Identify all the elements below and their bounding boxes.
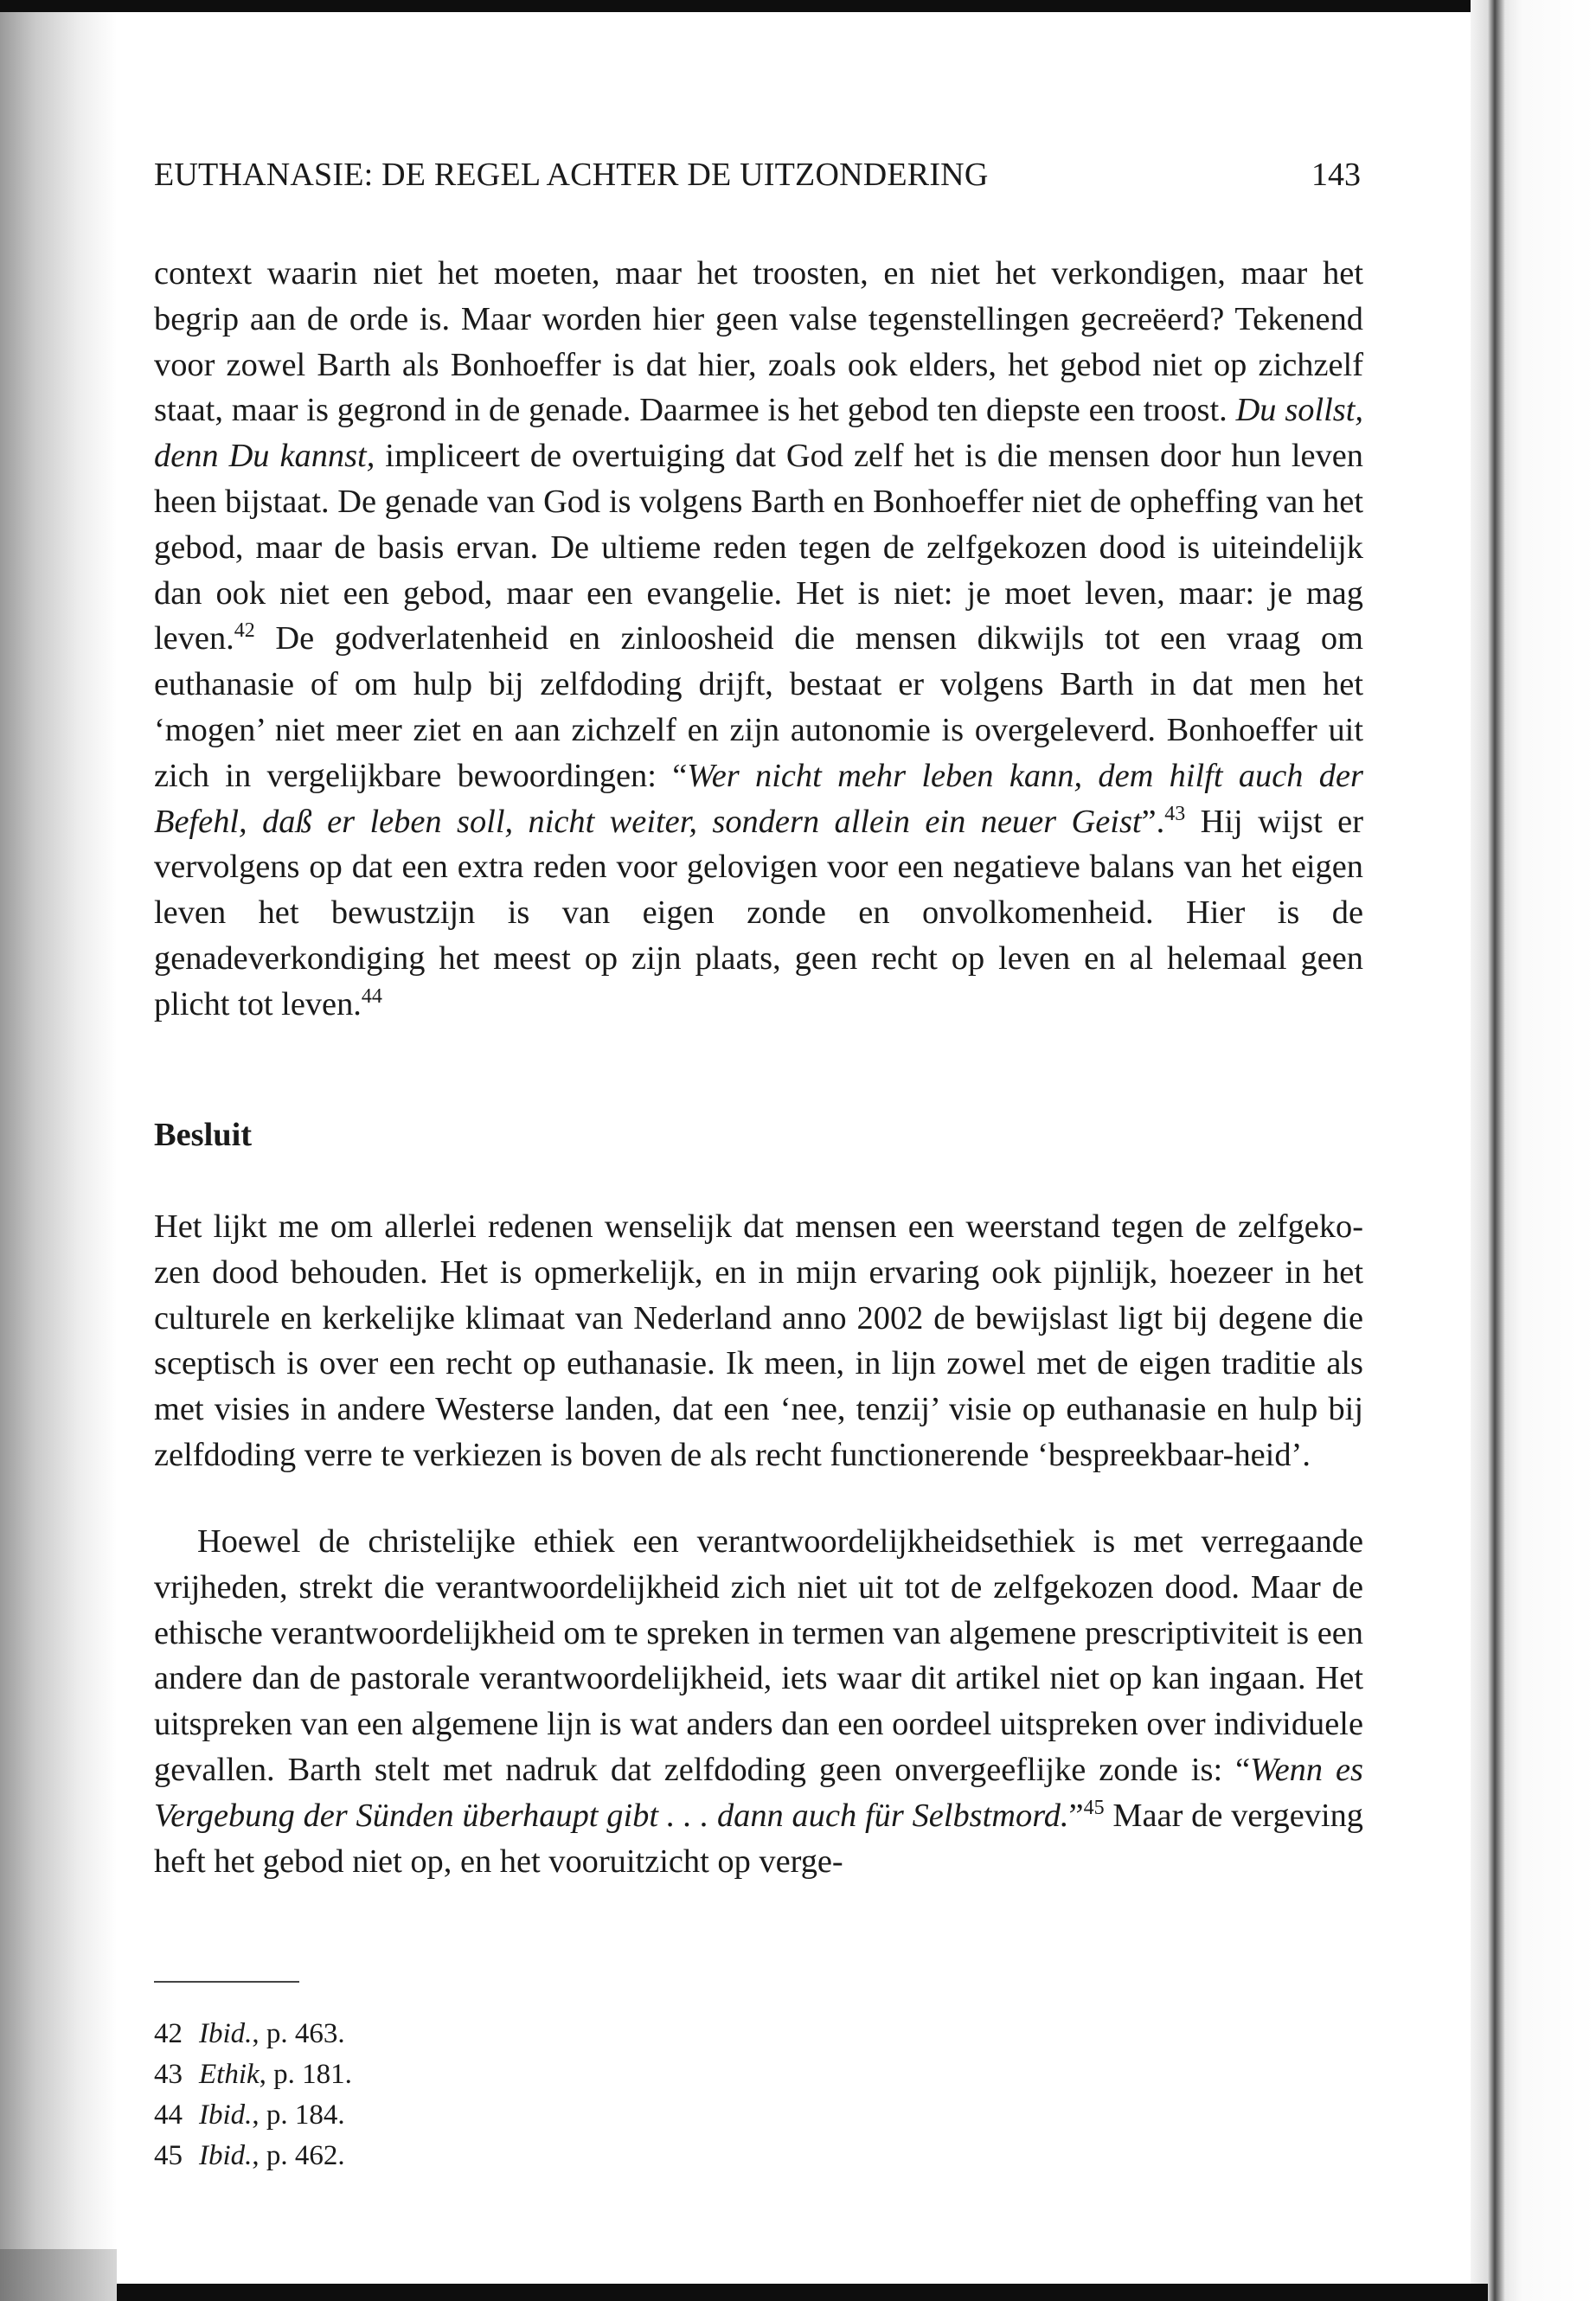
para3-text-3: Maar de vergeving heft het gebod niet op, en het vooruitzicht op verge-	[154, 1797, 1364, 1880]
footnote-42	[154, 2014, 760, 2054]
footnote-number: 43	[154, 2059, 183, 2090]
para1-text-3: De godverlatenheid en zinloosheid die mensen dikwijls tot een vraag om euthanasie of om hulp bij zelfdoding drijft, bestaat er volgens Barth in dat men het ‘mogen’ niet meer ziet en aan zichzelf en zijn autonomie is overgeleverd. Bonhoeffer uit zich in vergelijkbare bewoordingen: “	[154, 620, 1363, 794]
body-paragraph-2	[154, 1204, 1363, 1478]
footnote-page: , p. 462.	[252, 2140, 345, 2171]
para2-text: Het lijkt me om allerlei redenen wenselijk dat mensen een weerstand tegen de zelfgeko-zen dood behouden. Het is opmerkelijk, en in mijn ervaring ook pijnlijk, hoezeer in het culturele en kerkelijke klimaat van Nederland anno 2002 de bewijslast ligt bij degene die sceptisch is over een recht op euthanasie. Ik meen, in lijn zowel met de eigen traditie als met visies in andere Westerse landen, dat een ‘nee, tenzij’ visie op euthanasie en hulp bij zelfdoding verre te verkiezen is boven de als recht functionerende ‘bespreekbaar-heid’.	[154, 1208, 1363, 1473]
scan-edge-right	[1471, 0, 1596, 2301]
scan-edge-bottom	[104, 2284, 1488, 2301]
para1-italic-2: Wer nicht mehr leben kann, dem hilft auch der Befehl, daß er leben soll, nicht weiter, sondern allein ein neuer Geist	[154, 757, 1363, 840]
footnote-ref-43: 43	[1164, 802, 1186, 825]
para1-text-5: Hij wijst er vervolgens op dat een extra reden voor gelovigen voor een negatieve balans van het eigen leven het bewustzijn is van eigen zonde en onvolkomenheid. Hier is de genadeverkondiging het meest op zijn plaats, geen recht op leven en al helemaal geen plicht tot leven.	[154, 803, 1363, 1022]
footnote-divider	[154, 1981, 299, 1983]
footnote-page: , p. 463.	[252, 2018, 345, 2049]
scan-corner-bottom-left	[0, 2249, 117, 2301]
para3-text-2: ”	[1068, 1797, 1084, 1834]
para1-text-4: ”.	[1141, 803, 1165, 840]
footnote-number: 42	[154, 2018, 183, 2049]
page-number: 143	[1311, 157, 1361, 193]
footnote-number: 44	[154, 2099, 183, 2131]
footnote-source: Ibid.	[199, 2018, 253, 2049]
para1-text-1: context waarin niet het moeten, maar het troosten, en niet het verkondigen, maar het begrip aan de orde is. Maar worden hier geen valse tegenstellingen gecreëerd? Tekenend voor zowel Barth als Bonhoeffer is dat hier, zoals ook elders, het gebod niet op zichzelf staat, maar is gegrond in de genade. Daarmee is het gebod ten diepste een troost.	[154, 255, 1363, 429]
footnote-source: Ethik	[199, 2059, 260, 2090]
body-paragraph-3	[154, 1519, 1363, 1884]
footnotes	[154, 2014, 760, 2176]
para3-italic-1: Wenn es Vergebung der Sünden überhaupt gibt . . . dann auch für Selbstmord.	[154, 1751, 1363, 1834]
footnote-source: Ibid.	[199, 2099, 253, 2131]
footnote-43	[154, 2054, 760, 2095]
footnote-source: Ibid.	[199, 2140, 253, 2171]
section-heading: Besluit	[154, 1117, 253, 1153]
scan-shadow-left	[0, 12, 117, 2301]
footnote-45	[154, 2136, 760, 2176]
scan-edge-top	[0, 0, 1497, 12]
footnote-page: , p. 184.	[252, 2099, 345, 2131]
footnote-ref-44: 44	[361, 984, 382, 1008]
footnote-ref-45: 45	[1083, 1796, 1105, 1819]
para3-text-1: Hoewel de christelijke ethiek een verantwoordelijkheidsethiek is met verregaande vrijheden, strekt die verantwoordelijkheid zich niet uit tot de zelfgekozen dood. Maar de ethische verantwoordelijkheid om te spreken in termen van algemene prescriptiviteit is een andere dan de pastorale verantwoordelijkheid, iets waar dit artikel niet op kan ingaan. Het uitspreken van een algemene lijn is wat anders dan een oordeel uitspreken over individuele gevallen. Barth stelt met nadruk dat zelfdoding geen onvergeeflijke zonde is: “	[154, 1523, 1363, 1788]
running-header-title: EUTHANASIE: DE REGEL ACHTER DE UITZONDERING	[154, 157, 989, 193]
para1-text-2: impliceert de overtuiging dat God zelf het is die mensen door hun leven heen bijstaat. De genade van God is volgens Barth en Bonhoeffer niet de opheffing van het gebod, maar de basis ervan. De ultieme reden tegen de zelfgekozen dood is uiteindelijk dan ook niet een gebod, maar een evangelie. Het is niet: je moet leven, maar: je mag leven.	[154, 438, 1363, 657]
footnote-44	[154, 2095, 760, 2136]
footnote-number: 45	[154, 2140, 183, 2171]
body-paragraph-1	[154, 251, 1363, 1028]
running-header	[154, 156, 1361, 199]
footnote-ref-42: 42	[234, 619, 255, 643]
footnote-page: , p. 181.	[259, 2059, 352, 2090]
para1-italic-1: Du sollst, denn Du kannst,	[154, 392, 1363, 475]
